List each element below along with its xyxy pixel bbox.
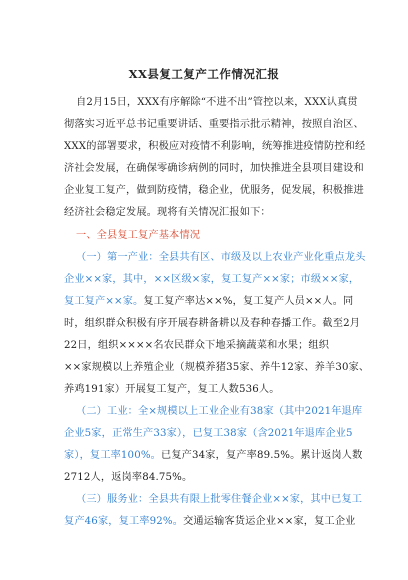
text-line (64, 383, 280, 397)
text-line (76, 229, 200, 243)
text-line (64, 184, 364, 198)
body-text: 2712人，返岗率84.75%。 (64, 472, 193, 483)
highlighted-text: 复产46家，复工率92%。 (64, 516, 184, 527)
section-heading: 一、全县复工复产基本情况 (76, 230, 201, 241)
body-text: 自2月15日，XXX有序解除“不进不出”管控以来，XXX认真贯 (76, 97, 358, 108)
body-text: 济社会发展，在确保零确诊病例的同时，加快推进全县项目建设和 (64, 163, 364, 174)
body-text: 彻落实习近平总书记重要讲话、重要指示批示精神，按照自治区、 (64, 119, 364, 130)
highlighted-text: 企业××家，其中，××区级×家，复工复产××家；市级××家， (64, 274, 360, 285)
body-text: 企业复工复产，做到防疫情，稳企业，优服务，促发展，积极推进 (64, 185, 364, 196)
text-line (64, 140, 365, 154)
highlighted-text: （三）服务业：全县共有限上批零住餐企业××家，其中已复工 (76, 494, 363, 505)
text-line (64, 339, 329, 353)
highlighted-text: 企业5家，正常生产33家），已复工38家（含2021年退库企业5 (64, 428, 353, 439)
text-line (76, 493, 362, 507)
text-line (64, 273, 359, 287)
text-line (64, 162, 364, 176)
body-text: 养鸡191家）开展复工复产，复工人数536人。 (64, 384, 280, 395)
text-line (76, 405, 362, 419)
highlighted-text: （二）工业：全×规模以上工业企业有38家（其中2021年退库 (76, 406, 363, 417)
body-text: 交通运输客货运企业××家，复工企业 (183, 516, 356, 527)
text-line (64, 515, 356, 529)
text-line (64, 361, 369, 375)
body-text: 22日，组织××××名农民群众下地采摘蔬菜和水果；组织 (64, 340, 330, 351)
document-title: XX县复工复产工作情况汇报 (128, 67, 280, 81)
text-line (64, 471, 192, 485)
body-text: XXX的部署要求，积极应对疫情不利影响，统筹推进疫情防控和经 (64, 141, 366, 152)
highlighted-text: 家），复工率100%。 (64, 450, 161, 461)
highlighted-text: 复工复产××家。 (64, 296, 144, 307)
body-text: 时，组织群众积极有序开展春耕备耕以及春种春播工作。截至2月 (64, 318, 361, 329)
body-text: 复工复产率达××%，复工复产人员××人。同 (143, 296, 354, 307)
text-line (64, 295, 353, 309)
body-text: 已复产34家，复产率89.5%。累计返岗人数 (161, 450, 363, 461)
text-line (64, 449, 362, 463)
text-line (76, 96, 358, 110)
text-line (64, 206, 271, 220)
text-line (76, 251, 365, 265)
body-text: 经济社会稳定发展。现将有关情况汇报如下： (64, 207, 271, 218)
text-line (64, 427, 353, 441)
body-text: ××家规模以上养殖企业（规模养猪35家、养牛12家、养羊30家、 (64, 362, 370, 373)
text-line (64, 317, 360, 331)
highlighted-text: （一）第一产业：全县共有区、市级及以上农业产业化重点龙头 (76, 252, 366, 263)
text-line (64, 118, 364, 132)
